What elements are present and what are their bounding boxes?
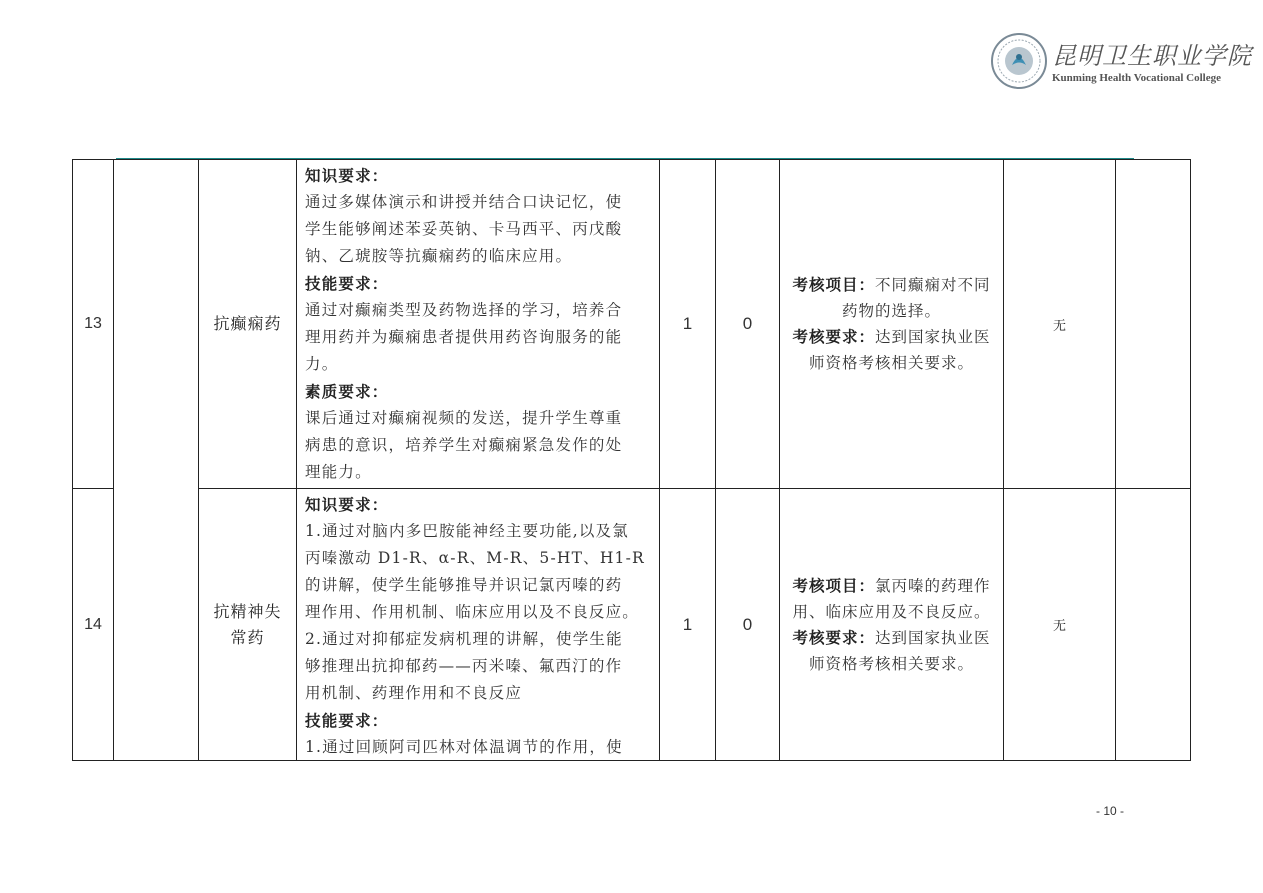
page-number: - 10 - bbox=[1096, 804, 1125, 818]
requirement-text: 课后通过对癫痫视频的发送，提升学生尊重 bbox=[305, 409, 623, 427]
requirement-text: 用机制、药理作用和不良反应 bbox=[305, 684, 523, 702]
note-cell: 无 bbox=[1004, 160, 1116, 489]
requirement-text: 通过对癫痫类型及药物选择的学习，培养合 bbox=[305, 301, 623, 319]
requirements-cell bbox=[297, 489, 660, 761]
requirement-text: 丙嗪激动 D1-R、α-R、M-R、5-HT、H1-R bbox=[305, 549, 645, 567]
assessment-item-label: 考核项目： bbox=[792, 275, 875, 294]
requirement-text: 理作用、作用机制、临床应用以及不良反应。 bbox=[305, 603, 640, 621]
merged-module-cell bbox=[114, 160, 199, 761]
assessment-item-label: 考核项目： bbox=[792, 575, 875, 595]
requirement-text: 2.通过对抑郁症发病机理的讲解，使学生能 bbox=[305, 630, 623, 648]
college-seal-icon bbox=[990, 32, 1048, 90]
knowledge-heading: 知识要求： bbox=[305, 495, 389, 514]
requirement-text: 学生能够阐述苯妥英钠、卡马西平、丙戊酸 bbox=[305, 220, 623, 238]
empty-cell bbox=[1116, 160, 1191, 489]
note-cell: 无 bbox=[1004, 489, 1116, 761]
requirements-cell bbox=[297, 160, 660, 489]
requirement-text: 力。 bbox=[305, 355, 339, 373]
assessment-req-text: 达到国家执业医师资格考核相关要求。 bbox=[808, 628, 991, 673]
requirement-text: 1.通过对脑内多巴胺能神经主要功能,以及氯 bbox=[305, 522, 629, 540]
skill-heading: 技能要求： bbox=[305, 711, 389, 730]
requirement-text: 理能力。 bbox=[305, 463, 372, 481]
assessment-item-text: 氯丙嗪的药理作用、临床应用及不良反应。 bbox=[792, 576, 991, 621]
topic-name bbox=[199, 489, 297, 761]
table-row bbox=[73, 160, 1191, 489]
requirement-text: 1.通过回顾阿司匹林对体温调节的作用，使 bbox=[305, 738, 623, 756]
quality-heading: 素质要求： bbox=[305, 382, 389, 401]
empty-cell bbox=[1116, 489, 1191, 761]
row-number: 14 bbox=[73, 489, 114, 761]
requirement-text: 通过多媒体演示和讲授并结合口诀记忆，使 bbox=[305, 193, 623, 211]
assessment-item-text: 不同癫痫对不同药物的选择。 bbox=[841, 276, 991, 320]
hours-theory: 1 bbox=[660, 489, 716, 761]
table-row bbox=[73, 489, 1191, 761]
requirement-text: 钠、乙琥胺等抗癫痫药的临床应用。 bbox=[305, 247, 573, 265]
topic-name: 抗癫痫药 bbox=[199, 160, 297, 489]
hours-practice: 0 bbox=[716, 160, 780, 489]
college-name-cn: 昆明卫生职业学院 bbox=[1052, 42, 1252, 70]
hours-practice: 0 bbox=[716, 489, 780, 761]
assessment-req-text: 达到国家执业医师资格考核相关要求。 bbox=[808, 328, 991, 372]
knowledge-heading: 知识要求： bbox=[305, 166, 389, 185]
assessment-req-label: 考核要求： bbox=[792, 327, 875, 346]
college-logo bbox=[990, 32, 1252, 92]
college-name-en: Kunming Health Vocational College bbox=[1052, 72, 1221, 84]
topic-name-line: 常药 bbox=[230, 627, 265, 647]
course-table bbox=[72, 159, 1191, 761]
requirement-text: 的讲解，使学生能够推导并识记氯丙嗪的药 bbox=[305, 576, 623, 594]
assessment-cell bbox=[780, 489, 1004, 761]
topic-name-line: 抗精神失 bbox=[213, 601, 282, 621]
requirement-text: 理用药并为癫痫患者提供用药咨询服务的能 bbox=[305, 328, 623, 346]
skill-heading: 技能要求： bbox=[305, 274, 389, 293]
requirement-text: 病患的意识，培养学生对癫痫紧急发作的处 bbox=[305, 436, 623, 454]
requirement-text: 够推理出抗抑郁药——丙米嗪、氟西汀的作 bbox=[305, 657, 623, 675]
row-number: 13 bbox=[73, 160, 114, 489]
assessment-req-label: 考核要求： bbox=[792, 627, 875, 647]
assessment-cell bbox=[780, 160, 1004, 489]
hours-theory: 1 bbox=[660, 160, 716, 489]
